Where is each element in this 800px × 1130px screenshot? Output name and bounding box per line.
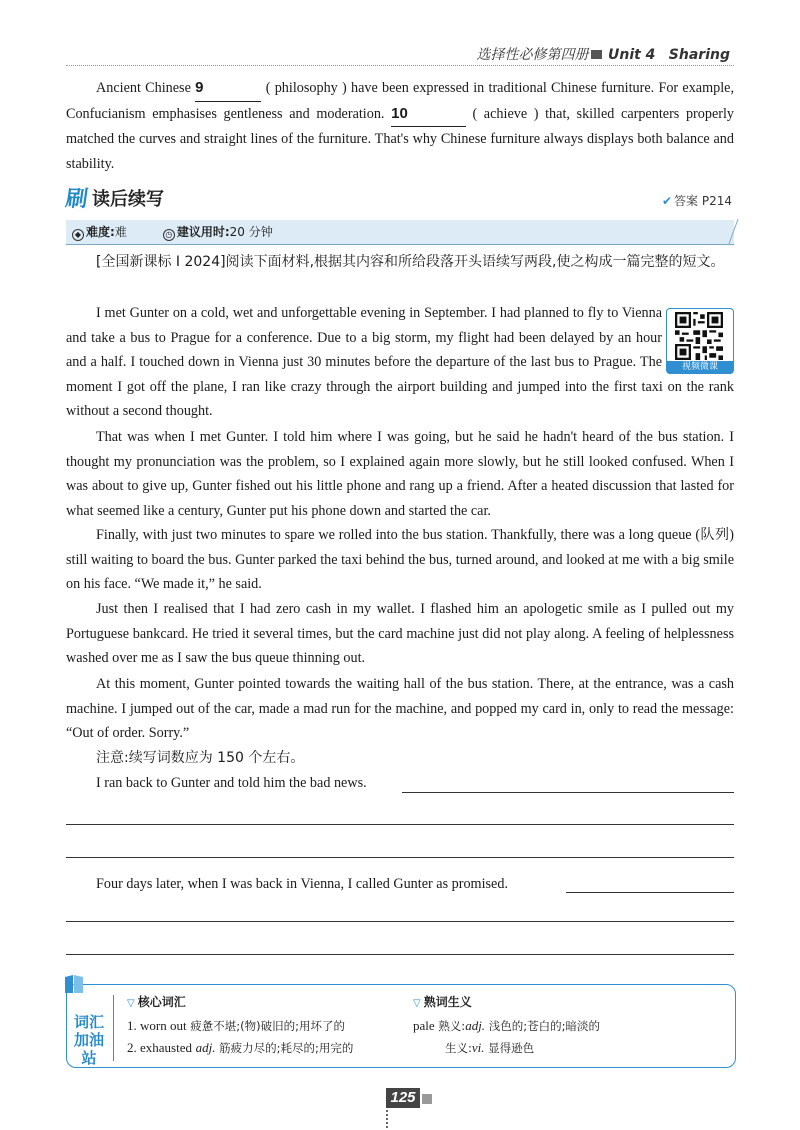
vocab-box bbox=[66, 984, 736, 1068]
triangle-icon: ▽ bbox=[127, 998, 135, 1009]
passage-end bbox=[66, 76, 734, 176]
story-paragraph-1: I met Gunter on a cold, wet and unforgettable evening in September. I had planned to fly to Vienna and take a bus to Prague for a conference. Due to a big storm, my flight had been delayed by an hour and a half. I touched down in Vienna just 30 minutes before the departure of the last bus to Prague. The moment I got off the plane, I ran like crazy through the airport building and jumped into the first taxi on the rank without a second thought. bbox=[66, 301, 734, 424]
unit-name: Sharing bbox=[668, 47, 730, 63]
new-meaning-title: ▽ 熟词生义 bbox=[413, 995, 472, 1009]
writing-line[interactable] bbox=[66, 921, 734, 922]
passage-text: Ancient Chinese bbox=[96, 80, 191, 96]
book-icon bbox=[63, 973, 85, 995]
core-vocab-item-1: 1. worn out 疲惫不堪;(物)破旧的;用坏了的 bbox=[127, 1018, 345, 1033]
blank-9[interactable]: 9 bbox=[195, 76, 261, 102]
familiar-meaning: pale 熟义:adj. 浅色的;苍白的;暗淡的 bbox=[413, 1018, 600, 1033]
core-vocab bbox=[127, 991, 397, 1059]
passage-text: ( achieve ) that, skilled carpenters properly matched the curves and straight lines of the furniture. That's why Chinese furniture always displays both balance and stability. bbox=[66, 105, 735, 172]
word-count-note: 注意:续写词数应为 150 个左右。 bbox=[96, 750, 305, 766]
new-meaning bbox=[413, 991, 713, 1059]
writing-line[interactable] bbox=[402, 792, 734, 793]
brush-icon: 刷 bbox=[63, 187, 90, 212]
triangle-icon: ▽ bbox=[413, 998, 421, 1009]
story-paragraph-5: At this moment, Gunter pointed towards the waiting hall of the bus station. There, at the entrance, was a cash machine. I jumped out of the car, made a mad run for the machine, and popped my card in, only to read the message: “Out of order. Sorry.” bbox=[66, 676, 734, 742]
square-icon bbox=[591, 50, 602, 59]
page-dots bbox=[386, 1110, 390, 1128]
vocab-tab-text: 词汇加油站 bbox=[73, 1013, 104, 1067]
difficulty: ◆ 难度:难 bbox=[72, 223, 127, 241]
writing-line[interactable] bbox=[66, 824, 734, 825]
writing-line[interactable] bbox=[66, 954, 734, 955]
story-paragraph-2: That was when I met Gunter. I told him where I was going, but he said he hadn't heard of the bus station. I thought my pronunciation was the problem, so I explained again more slowly, but he still looked confused. When I was about to give up, Gunter fished out his little phone and rang up a friend. After a heated discussion that lasted for what seemed like a century, Gunter put his phone down and started the car. bbox=[66, 429, 734, 519]
page-square bbox=[422, 1094, 432, 1104]
section-title-text: 读后续写 bbox=[92, 188, 165, 210]
qr-label: 视频微课 bbox=[667, 361, 733, 374]
prompt-1: I ran back to Gunter and told him the bad news. bbox=[96, 775, 367, 791]
prompt-2: Four days later, when I was back in Vienna, I called Gunter as promised. bbox=[96, 876, 508, 892]
bar-tail bbox=[700, 219, 738, 244]
writing-line[interactable] bbox=[66, 857, 734, 858]
answer-ref[interactable] bbox=[662, 192, 732, 209]
blank-10[interactable]: 10 bbox=[391, 102, 466, 128]
answer-text: 答案 P214 bbox=[674, 194, 732, 208]
qr-spacer bbox=[662, 301, 734, 373]
new-meaning-item: 生义:vi. 显得逊色 bbox=[445, 1040, 535, 1055]
writing-line[interactable] bbox=[566, 892, 734, 893]
clock-icon: ◷ bbox=[163, 229, 175, 241]
page-number: 125 bbox=[386, 1088, 420, 1108]
running-header bbox=[0, 44, 730, 64]
vocab-tab bbox=[63, 995, 114, 1067]
passage-text: ( philosophy ) have been expressed in traditional Chinese furniture. For example, Confucianism emphasises gentleness and moderation. bbox=[66, 80, 735, 122]
section-title bbox=[63, 182, 165, 213]
unit-label: Unit 4 bbox=[607, 47, 656, 63]
suggested-time: ◷ 建议用时:20 分钟 bbox=[163, 223, 273, 241]
check-icon: ✔ bbox=[661, 194, 673, 208]
difficulty-icon: ◆ bbox=[72, 229, 84, 241]
book-title: 选择性必修第四册 bbox=[476, 47, 589, 63]
instruction: [全国新课标 I 2024]阅读下面材料,根据其内容和所给段落开头语续写两段,使之构成一篇完整的短文。 bbox=[96, 254, 725, 270]
core-vocab-title: ▽ 核心词汇 bbox=[127, 995, 186, 1009]
story-paragraph-4: Just then I realised that I had zero cash in my wallet. I flashed him an apologetic smile as I pulled out my Portuguese bankcard. He tried it several times, but the card machine just did not play along. A feeling of helplessness washed over me as I saw the bus queue thinning out. bbox=[66, 601, 734, 667]
header-rule bbox=[66, 65, 734, 66]
meta-bar bbox=[66, 220, 734, 245]
story-paragraph-3: Finally, with just two minutes to spare we rolled into the bus station. Thankfully, there was a long queue (队列) still waiting to board the bus. Gunter parked the taxi behind the bus, turned around, and looked at me with a big smile on his face. “We made it,” he said. bbox=[66, 527, 734, 593]
core-vocab-item-2: 2. exhausted adj. 筋疲力尽的;耗尽的;用完的 bbox=[127, 1040, 354, 1055]
